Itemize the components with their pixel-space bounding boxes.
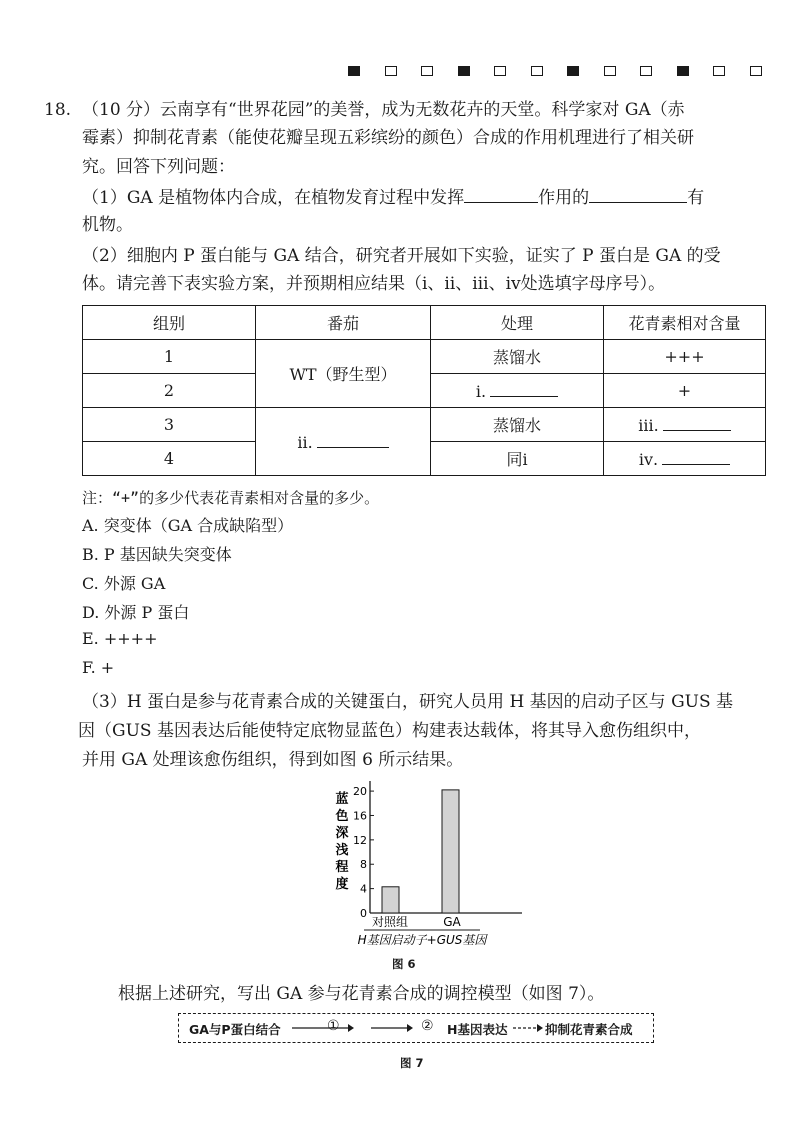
filled-square-mark — [458, 66, 470, 76]
row4-group: 4 — [83, 442, 256, 476]
option-e: E. ++++ — [82, 629, 158, 648]
intro-line-1: （10 分）云南享有“世界花园”的美誉，成为无数花卉的天堂。科学家对 GA（赤 — [82, 100, 685, 120]
dashed-arrow-icon — [513, 1021, 543, 1035]
model-step-inhibit: 抑制花青素合成 — [545, 1022, 633, 1037]
arrow-icon — [371, 1021, 413, 1035]
option-f: F. + — [82, 658, 115, 677]
q2-line-2: 体。请完善下表实验方案，并预期相应结果（ⅰ、ⅱ、ⅲ、ⅳ处选填字母序号）。 — [82, 274, 666, 294]
model-prompt: 根据上述研究，写出 GA 参与花青素合成的调控模型（如图 7）。 — [118, 984, 605, 1004]
blank-ii-label: ⅱ. — [297, 433, 313, 452]
open-square-mark — [713, 66, 725, 76]
question-number: 18. — [44, 100, 72, 120]
open-square-mark — [385, 66, 397, 76]
row2-treatment — [431, 374, 604, 408]
header-anthocyanin: 花青素相对含量 — [604, 306, 766, 340]
y-axis-label-char: 蓝 — [335, 792, 349, 807]
intro-line-2: 霉素）抑制花青素（能使花瓣呈现五彩缤纷的颜色）合成的作用机理进行了相关研 — [82, 128, 694, 148]
model-step-ga-p: GA与P蛋白结合 — [189, 1022, 281, 1037]
row3-treatment: 蒸馏水 — [431, 408, 604, 442]
row4-result — [604, 442, 766, 476]
y-axis-label-char: 浅 — [335, 843, 349, 858]
blank-ii[interactable] — [317, 431, 389, 448]
model-blank-2: ② — [421, 1018, 434, 1034]
open-square-mark — [494, 66, 506, 76]
x-axis-label: H基因启动子+GUS基因 — [357, 933, 487, 947]
row1-result: +++ — [604, 340, 766, 374]
option-c: C. 外源 GA — [82, 574, 166, 593]
table-row — [83, 340, 766, 374]
y-tick-label: 4 — [360, 882, 367, 896]
table-note: 注：“+”的多少代表花青素相对含量的多少。 — [82, 489, 380, 507]
filled-square-mark — [567, 66, 579, 76]
y-tick-label: 20 — [353, 785, 367, 799]
row2-group: 2 — [83, 374, 256, 408]
blank-iv-label: ⅳ. — [638, 450, 659, 469]
q1-line-1 — [82, 182, 704, 212]
q1-text-a: （1）GA 是植物体内合成，在植物发育过程中发挥 — [82, 188, 465, 208]
row1-treatment: 蒸馏水 — [431, 340, 604, 374]
table-header-row — [83, 306, 766, 340]
q1-blank-2[interactable] — [589, 182, 687, 203]
figure-6-chart — [322, 775, 522, 950]
row3-group: 3 — [83, 408, 256, 442]
q1-text-c: 有 — [687, 188, 705, 208]
open-square-mark — [421, 66, 433, 76]
header-treatment: 处理 — [431, 306, 604, 340]
y-tick-label: 12 — [353, 833, 367, 847]
model-blank-1: ① — [327, 1018, 340, 1034]
blank-iii[interactable] — [663, 414, 731, 431]
q2-line-1: （2）细胞内 P 蛋白能与 GA 结合，研究者开展如下实验，证实了 P 蛋白是 GA 的受 — [82, 246, 721, 266]
tomato-wt: WT（野生型） — [256, 340, 431, 408]
q3-line-1: （3）H 蛋白是参与花青素合成的关键蛋白，研究人员用 H 基因的启动子区与 GUS 基 — [82, 692, 734, 712]
option-d: D. 外源 P 蛋白 — [82, 603, 190, 622]
y-tick-label: 16 — [353, 809, 367, 823]
bar-0 — [382, 887, 399, 913]
y-axis-label-char: 度 — [335, 877, 349, 892]
table-row — [83, 408, 766, 442]
open-square-mark — [750, 66, 762, 76]
figure-7-model — [178, 1013, 654, 1043]
blank-i[interactable] — [490, 380, 558, 397]
filled-square-mark — [348, 66, 360, 76]
option-b: B. P 基因缺失突变体 — [82, 545, 232, 564]
blank-i-label: ⅰ. — [475, 382, 487, 401]
x-tick-label: GA — [443, 915, 461, 929]
experiment-table — [82, 305, 766, 476]
blank-iii-label: ⅲ. — [638, 416, 659, 435]
tomato-ii — [256, 408, 431, 476]
open-square-mark — [640, 66, 652, 76]
filled-square-mark — [677, 66, 689, 76]
y-axis-label-char: 深 — [335, 826, 349, 841]
header-tomato: 番茄 — [256, 306, 431, 340]
q1-blank-1[interactable] — [464, 182, 538, 203]
model-step-h-expression: H基因表达 — [447, 1022, 508, 1037]
row1-group: 1 — [83, 340, 256, 374]
y-axis-label-char: 程 — [335, 860, 349, 875]
blank-iv[interactable] — [662, 448, 730, 465]
q3-line-2: 因（GUS 基因表达后能使特定底物显蓝色）构建表达载体，将其导入愈伤组织中， — [78, 721, 701, 741]
header-marks — [348, 66, 786, 76]
figure-6-caption: 图 6 — [392, 957, 416, 971]
row3-result — [604, 408, 766, 442]
q1-text-b: 作用的 — [538, 188, 590, 208]
y-tick-label: 8 — [360, 858, 367, 872]
open-square-mark — [604, 66, 616, 76]
y-tick-label: 0 — [360, 907, 367, 920]
row4-treatment: 同ⅰ — [431, 442, 604, 476]
row2-result: + — [604, 374, 766, 408]
y-axis-label-char: 色 — [335, 809, 349, 824]
bar-1 — [442, 790, 459, 913]
intro-line-3: 究。回答下列问题： — [82, 157, 235, 177]
figure-7-caption: 图 7 — [400, 1056, 424, 1070]
q1-line-2: 机物。 — [82, 215, 133, 235]
x-tick-label: 对照组 — [371, 915, 409, 929]
arrow-icon — [292, 1021, 354, 1035]
header-group: 组别 — [83, 306, 256, 340]
option-a: A. 突变体（GA 合成缺陷型） — [82, 516, 294, 535]
q3-line-3: 并用 GA 处理该愈伤组织，得到如图 6 所示结果。 — [82, 750, 464, 770]
open-square-mark — [531, 66, 543, 76]
